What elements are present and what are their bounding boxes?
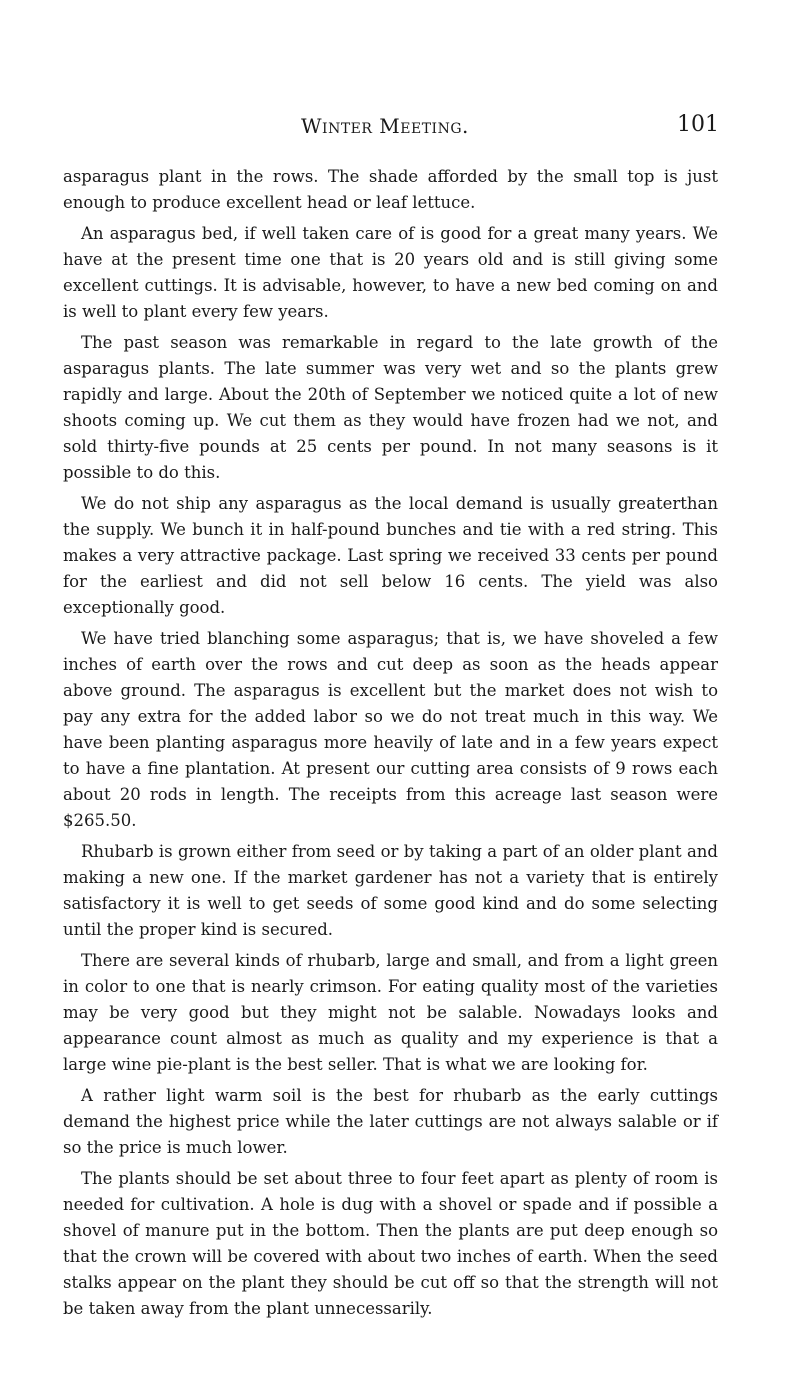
paragraph-blanching: We have tried blanching some asparagus; that is, we have shoveled a few inches of earth over the rows and cut deep as soon as the heads appear above ground. The asparagus is excellent but the market does not wish to pay any extra for the added labor so we do not treat much in this way. We have been planting asparagus more heavily of late and in a few years expect to have a fine plantation. At present our cutting area consists of 9 rows each about 20 rods in length. The receipts from this acreage last season were $265.50. bbox=[63, 629, 718, 830]
paragraph-rhubarb-propagation: Rhubarb is grown either from seed or by taking a part of an older plant and making a new one. If the market gardener has not a variety that is entirely satisfactory it is well to get seeds of some good kind and do some selecting until the proper kind is secured. bbox=[63, 842, 718, 939]
paragraph-rhubarb-kinds: There are several kinds of rhubarb, large and small, and from a light green in color to one that is nearly crimson. For eating quality most of the varieties may be very good but they might not be salable. Nowadays looks and appearance count almost as much as quality and my experience is that a large wine pie-plant is the best seller. That is what we are looking for. bbox=[63, 951, 718, 1074]
paragraph-rhubarb-soil: A rather light warm soil is the best for rhubarb as the early cuttings demand the highest price while the later cuttings are not always salable or if so the price is much lower. bbox=[63, 1086, 718, 1157]
body-text bbox=[63, 164, 718, 1327]
running-head bbox=[63, 114, 723, 142]
running-title: Winter Meeting. bbox=[301, 114, 469, 138]
paragraph-past-season: The past season was remarkable in regard to the late growth of the asparagus plants. The late summer was very wet and so the plants grew rapidly and large. About the 20th of September we noticed quite a lot of new shoots coming up. We cut them as they would have frozen had we not, and sold thirty-five pounds at 25 cents per pound. In not many seasons is it possible to do this. bbox=[63, 333, 718, 482]
paragraph-asparagus-continuation: asparagus plant in the rows. The shade afforded by the small top is just enough to produce excellent head or leaf lettuce. bbox=[63, 167, 718, 212]
page-number: 101 bbox=[677, 112, 719, 137]
paragraph-rhubarb-planting: The plants should be set about three to four feet apart as plenty of room is needed for cultivation. A hole is dug with a shovel or spade and if possible a shovel of manure put in the bottom. Then the plants are put deep enough so that the crown will be covered with about two inches of earth. When the seed stalks appear on the plant they should be cut off so that the strength will not be taken away from the plant unnecessarily. bbox=[63, 1169, 718, 1318]
paragraph-local-demand: We do not ship any asparagus as the local demand is usually greaterthan the supply. We bunch it in half-pound bunches and tie with a red string. This makes a very attractive package. Last spring we received 33 cents per pound for the earliest and did not sell below 16 cents. The yield was also exceptionally good. bbox=[63, 494, 718, 617]
paragraph-asparagus-bed: An asparagus bed, if well taken care of is good for a great many years. We have at the present time one that is 20 years old and is still giving some excellent cuttings. It is advisable, however, to have a new bed coming on and is well to plant every few years. bbox=[63, 224, 718, 321]
